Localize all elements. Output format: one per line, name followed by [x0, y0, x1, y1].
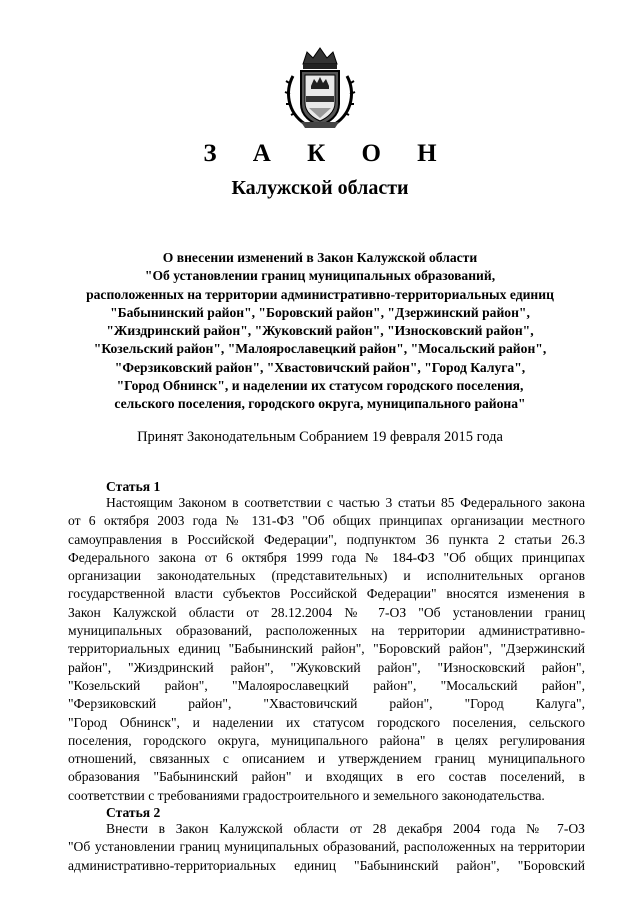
subject-line: "Бабынинский район", "Боровский район", "Дзержинский район",	[110, 304, 530, 320]
subject-line: "Жиздринский район", "Жуковский район", "Износковский район",	[106, 323, 534, 339]
text-line: Закон Калужской области от 28.12.2004 № 7-ОЗ "Об установлении границ	[68, 604, 585, 620]
law-title: З А К О Н	[203, 140, 452, 167]
subject-line: расположенных на территории административно-территориальных единиц	[86, 286, 554, 302]
text-line: район", "Жиздринский район", "Жуковский район", "Износковский район",	[68, 659, 585, 675]
text-line: "Город Обнинск", и наделении их статусом городского поселения, сельского	[68, 714, 585, 730]
article-2-heading: Статья 2	[106, 805, 161, 820]
subject-line: "Город Обнинск", и наделении их статусом городского поселения,	[116, 378, 524, 394]
subject-line: "Об установлении границ муниципальных образований,	[144, 268, 496, 284]
text-line: "Козельский район", "Малоярославецкий район", "Мосальский район",	[68, 677, 585, 693]
text-line: отношений, связанных с описанием и утверждением границ муниципального	[68, 751, 585, 767]
article-2-body	[68, 820, 585, 875]
text-line: Настоящим Законом в соответствии с частью 3 статьи 85 Федерального закона	[106, 495, 585, 510]
text-line: административно-территориальных единиц "Бабынинский район", "Боровский	[68, 857, 585, 873]
text-line: муниципальных образований, расположенных на территории административно-	[68, 623, 585, 639]
text-line: Федерального закона от 6 октября 1999 года № 184-ФЗ "Об общих принципах	[68, 549, 585, 565]
text-line: самоуправления в Российской Федерации", подпунктом 36 пункта 2 статьи 26.3	[68, 531, 585, 547]
subject-line: сельского поселения, городского округа, муниципального района"	[114, 396, 526, 412]
text-line: от 6 октября 2003 года № 131-ФЗ "Об общих принципах организации местного	[68, 513, 585, 529]
text-line: организации законодательных (представительных) и исполнительных органов	[68, 568, 585, 584]
region-name: Калужской области	[231, 177, 409, 199]
article-1-heading: Статья 1	[106, 479, 161, 494]
text-line: поселения, городского округа, муниципального района" в целях регулирования	[68, 732, 585, 748]
article-1-body	[68, 494, 585, 805]
subject-line: "Козельский район", "Малоярославецкий район", "Мосальский район",	[93, 341, 547, 357]
text-line: "Об установлении границ муниципальных образований, расположенных на территории	[68, 839, 585, 855]
text-line: территориальных единиц "Бабынинский район", "Боровский район", "Дзержинский	[68, 641, 585, 657]
subject-line: "Ферзиковский район", "Хвастовичский район", "Город Калуга",	[114, 359, 526, 375]
text-line: Внести в Закон Калужской области от 28 декабря 2004 года № 7-ОЗ	[106, 821, 585, 836]
text-line: соответствии с требованиями градостроительного и земельного законодательства.	[68, 787, 545, 803]
text-line: образования "Бабынинский район" и входящих в его состав поселений, в	[68, 769, 585, 785]
coat-of-arms-icon	[281, 46, 359, 130]
law-subject	[70, 249, 570, 414]
text-line: государственной власти субъектов Российской Федерации" вносятся изменения в	[68, 586, 585, 602]
adoption-date: Принят Законодательным Собранием 19 февраля 2015 года	[137, 429, 503, 445]
subject-line: О внесении изменений в Закон Калужской области	[162, 250, 478, 265]
text-line: "Ферзиковский район", "Хвастовичский район", "Город Калуга",	[68, 696, 585, 712]
